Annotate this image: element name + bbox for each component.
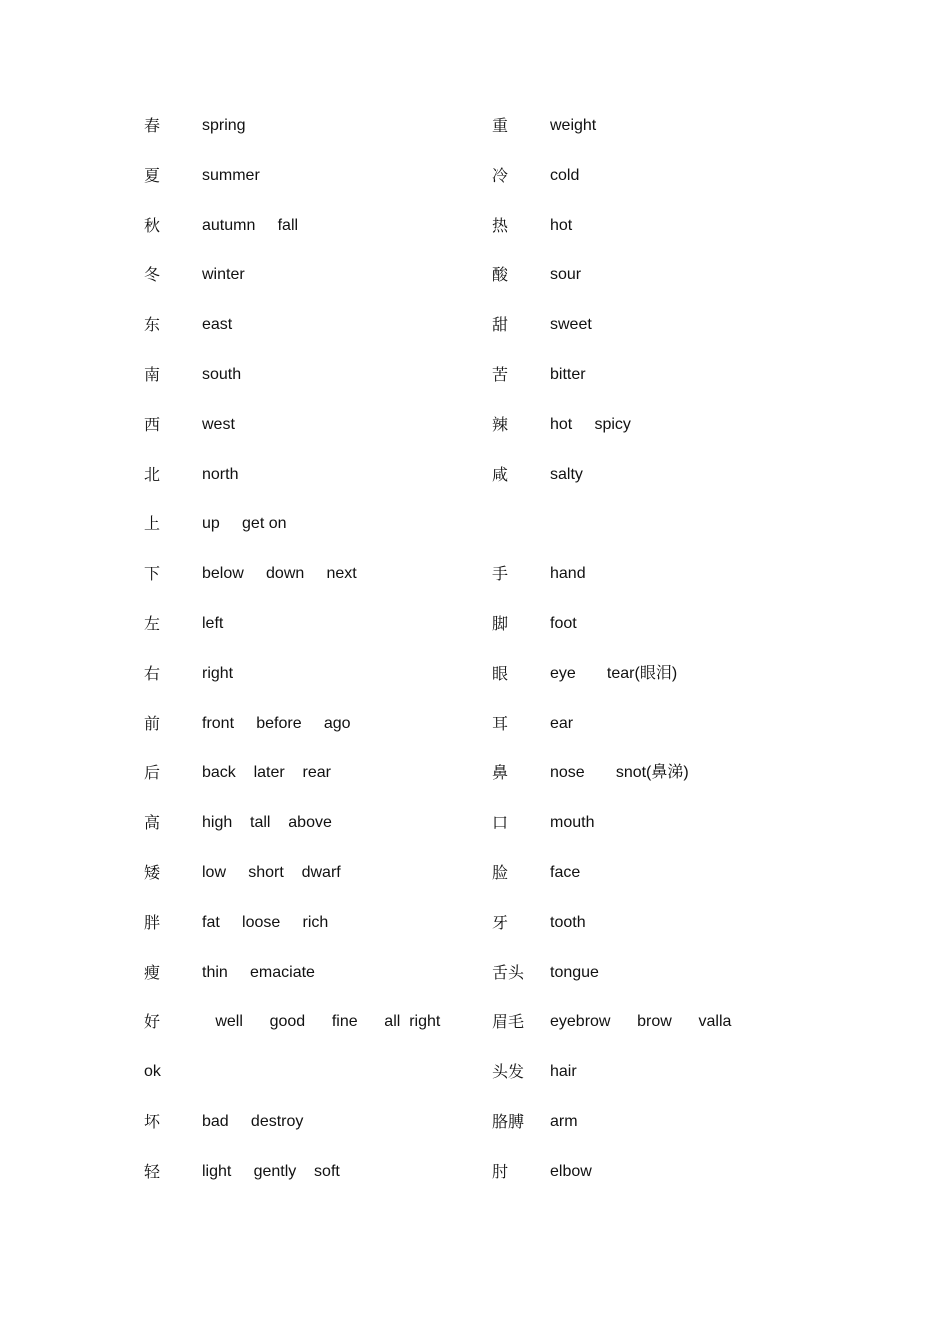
vocab-row <box>492 861 812 911</box>
vocab-row <box>144 512 474 562</box>
english-translation: south <box>202 365 242 383</box>
english-translation: right <box>202 664 234 682</box>
vocab-row <box>144 861 474 911</box>
chinese-word: 眉毛 <box>492 1012 525 1032</box>
english-translation: thin emaciate <box>202 963 315 981</box>
english-translation: hand <box>550 565 586 583</box>
english-translation: fat loose rich <box>202 913 329 931</box>
english-translation: tongue <box>550 963 599 981</box>
chinese-word: 秋 <box>144 215 161 235</box>
chinese-word: 高 <box>144 813 161 833</box>
vocab-row <box>492 164 812 214</box>
chinese-word: 胖 <box>144 912 161 932</box>
english-translation: foot <box>550 614 577 632</box>
english-translation: sour <box>550 266 582 284</box>
english-translation: nose snot(鼻涕) <box>550 764 689 782</box>
chinese-word: 脚 <box>492 613 509 633</box>
vocab-row <box>492 214 812 264</box>
chinese-word: 左 <box>144 613 161 633</box>
vocab-row <box>144 1110 474 1160</box>
vocab-row <box>492 911 812 961</box>
vocab-row <box>144 911 474 961</box>
vocab-row <box>492 463 812 513</box>
chinese-word: 夏 <box>144 165 161 185</box>
english-translation: eye tear(眼泪) <box>550 664 678 682</box>
vocab-row <box>144 363 474 413</box>
chinese-word: 酸 <box>492 265 509 285</box>
vocab-row <box>144 313 474 363</box>
chinese-word: 苦 <box>492 364 509 384</box>
vocab-row <box>492 114 812 164</box>
chinese-word: 甜 <box>492 315 509 335</box>
vocab-row <box>492 1010 812 1060</box>
chinese-word: 重 <box>492 116 509 135</box>
chinese-word: 后 <box>144 763 161 783</box>
vocab-row <box>492 1060 812 1110</box>
vocab-row <box>492 612 812 662</box>
vocab-row <box>144 214 474 264</box>
english-translation: well good fine all right <box>202 1013 441 1031</box>
vocab-row <box>492 263 812 313</box>
vocab-row <box>144 1060 474 1110</box>
chinese-word: 肘 <box>492 1161 509 1181</box>
english-translation: cold <box>550 166 580 184</box>
vocab-row <box>144 562 474 612</box>
english-translation: west <box>202 415 235 433</box>
english-translation: hair <box>550 1063 577 1081</box>
english-translation: hot <box>550 216 573 234</box>
chinese-word: 手 <box>492 564 509 584</box>
english-translation: winter <box>202 266 245 284</box>
chinese-word: 热 <box>492 215 509 235</box>
vocab-row <box>492 562 812 612</box>
english-translation: east <box>202 316 233 334</box>
vocab-row <box>492 413 812 463</box>
vocab-row <box>144 612 474 662</box>
chinese-word: 冬 <box>144 265 161 285</box>
vocab-row <box>144 761 474 811</box>
english-translation: arm <box>550 1112 578 1130</box>
vocab-row <box>492 1110 812 1160</box>
chinese-word: 瘦 <box>144 962 161 982</box>
english-translation: front before ago <box>202 714 351 732</box>
vocab-row-empty <box>492 512 812 562</box>
english-translation: ear <box>550 714 574 732</box>
chinese-word: 咸 <box>492 464 509 484</box>
english-translation: tooth <box>550 913 586 931</box>
english-translation: elbow <box>550 1162 592 1180</box>
vocab-row <box>492 1160 812 1210</box>
english-translation: bitter <box>550 365 586 383</box>
chinese-word: 鼻 <box>492 763 509 783</box>
chinese-word: ok <box>144 1063 161 1081</box>
english-translation: weight <box>550 117 597 134</box>
vocab-row <box>492 313 812 363</box>
chinese-word: 冷 <box>492 165 509 185</box>
english-translation: light gently soft <box>202 1162 340 1180</box>
vocab-row <box>144 263 474 313</box>
english-translation: back later rear <box>202 764 331 782</box>
vocab-row <box>492 961 812 1011</box>
chinese-word: 脸 <box>492 862 509 882</box>
right-vocab-column <box>492 114 812 1210</box>
vocab-row <box>492 363 812 413</box>
chinese-word: 前 <box>144 713 161 733</box>
english-translation: high tall above <box>202 814 332 832</box>
chinese-word: 口 <box>492 813 509 833</box>
chinese-word: 下 <box>144 564 161 584</box>
english-translation: sweet <box>550 316 592 334</box>
chinese-word: 右 <box>144 663 161 683</box>
vocab-row <box>144 164 474 214</box>
english-translation: mouth <box>550 814 595 832</box>
chinese-word: 辣 <box>492 414 509 434</box>
english-translation: eyebrow brow valla <box>550 1013 732 1031</box>
vocab-row <box>144 1010 474 1060</box>
english-translation: summer <box>202 166 260 184</box>
vocab-row <box>144 114 474 164</box>
chinese-word: 南 <box>144 364 161 384</box>
chinese-word: 舌头 <box>492 962 525 982</box>
chinese-word: 胳膊 <box>492 1111 525 1131</box>
english-translation: up get on <box>202 515 287 533</box>
chinese-word: 春 <box>144 116 161 135</box>
chinese-word: 西 <box>144 414 161 434</box>
vocab-row <box>144 662 474 712</box>
chinese-word: 轻 <box>144 1161 161 1181</box>
english-translation: hot spicy <box>550 415 631 433</box>
english-translation: north <box>202 465 239 483</box>
chinese-word: 东 <box>144 315 161 335</box>
vocab-row <box>144 961 474 1011</box>
english-translation: autumn fall <box>202 216 299 234</box>
english-translation: bad destroy <box>202 1112 304 1130</box>
english-translation: face <box>550 863 581 881</box>
vocab-row <box>492 811 812 861</box>
chinese-word: 北 <box>144 464 161 484</box>
vocab-row <box>492 662 812 712</box>
vocab-row <box>144 1160 474 1210</box>
english-translation: below down next <box>202 565 357 583</box>
english-translation: salty <box>550 465 583 483</box>
vocab-row <box>144 463 474 513</box>
chinese-word: 牙 <box>492 912 509 932</box>
left-vocab-column <box>144 114 474 1210</box>
chinese-word: 矮 <box>144 862 161 882</box>
chinese-word: 好 <box>144 1012 161 1032</box>
english-translation: left <box>202 614 224 632</box>
vocab-row <box>492 761 812 811</box>
english-translation: spring <box>202 117 246 134</box>
vocab-row <box>144 712 474 762</box>
chinese-word: 眼 <box>492 663 509 683</box>
vocab-row <box>492 712 812 762</box>
english-translation: low short dwarf <box>202 863 341 881</box>
chinese-word: 坏 <box>144 1111 161 1131</box>
chinese-word: 耳 <box>492 713 509 733</box>
chinese-word: 上 <box>144 514 161 534</box>
chinese-word: 头发 <box>492 1062 525 1082</box>
vocab-row <box>144 811 474 861</box>
vocab-row <box>144 413 474 463</box>
